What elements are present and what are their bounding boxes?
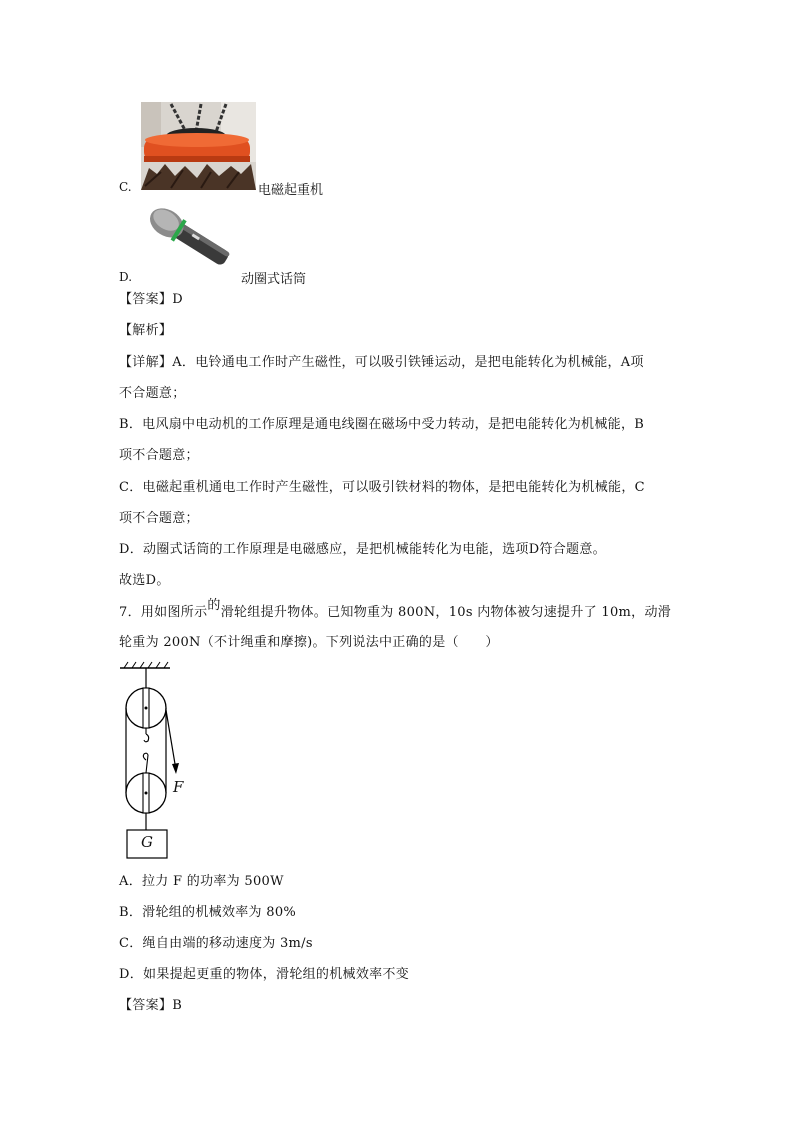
analysis-line: 【详解】A．电铃通电工作时产生磁性，可以吸引铁锤运动，是把电能转化为机械能，A项: [119, 355, 644, 370]
analysis-line: 故选D。: [119, 573, 170, 588]
question-7-option-d: D．如果提起更重的物体，滑轮组的机械效率不变: [119, 967, 410, 982]
question-7-stem-line1: [119, 598, 672, 622]
analysis-line: D．动圈式话筒的工作原理是电磁感应，是把机械能转化为电能，选项D符合题意。: [119, 542, 606, 557]
analysis-line: 项不合题意；: [119, 511, 199, 526]
question-7-option-b: B．滑轮组的机械效率为 80%: [119, 905, 297, 920]
pulley-figure: [118, 660, 198, 865]
question-7-raised-char: 的: [207, 598, 221, 613]
analysis-line: 项不合题意；: [119, 448, 199, 463]
weight-label: G: [141, 833, 153, 851]
prev-answer: 【答案】D: [119, 292, 183, 307]
question-7-answer: 【答案】B: [119, 998, 183, 1013]
analysis-heading: 【解析】: [119, 323, 173, 338]
analysis-line: B．电风扇中电动机的工作原理是通电线圈在磁场中受力转动，是把电能转化为机械能，B: [119, 417, 645, 432]
crane-image: [141, 102, 256, 190]
question-7-option-c: C．绳自由端的移动速度为 3m/s: [119, 936, 313, 951]
option-c-label: C.: [119, 180, 132, 194]
analysis-line: 不合题意；: [119, 386, 186, 401]
force-label: F: [173, 778, 184, 796]
question-7-rest: 滑轮组提升物体。已知物重为 800N，10s 内物体被匀速提升了 10m，动滑: [220, 605, 672, 620]
question-7-option-a: A．拉力 F 的功率为 500W: [119, 874, 284, 889]
microphone-image: [143, 203, 238, 275]
option-c-caption: 电磁起重机: [258, 183, 324, 198]
analysis-line: C．电磁起重机通电工作时产生磁性，可以吸引铁材料的物体，是把电能转化为机械能，C: [119, 480, 645, 495]
option-d-label: D.: [119, 270, 133, 284]
option-d-caption: 动圈式话筒: [241, 272, 307, 287]
question-7-prefix: 7．用如图所示: [119, 605, 208, 620]
question-7-stem-line2: 轮重为 200N（不计绳重和摩擦)。下列说法中正确的是（ ）: [119, 635, 499, 650]
